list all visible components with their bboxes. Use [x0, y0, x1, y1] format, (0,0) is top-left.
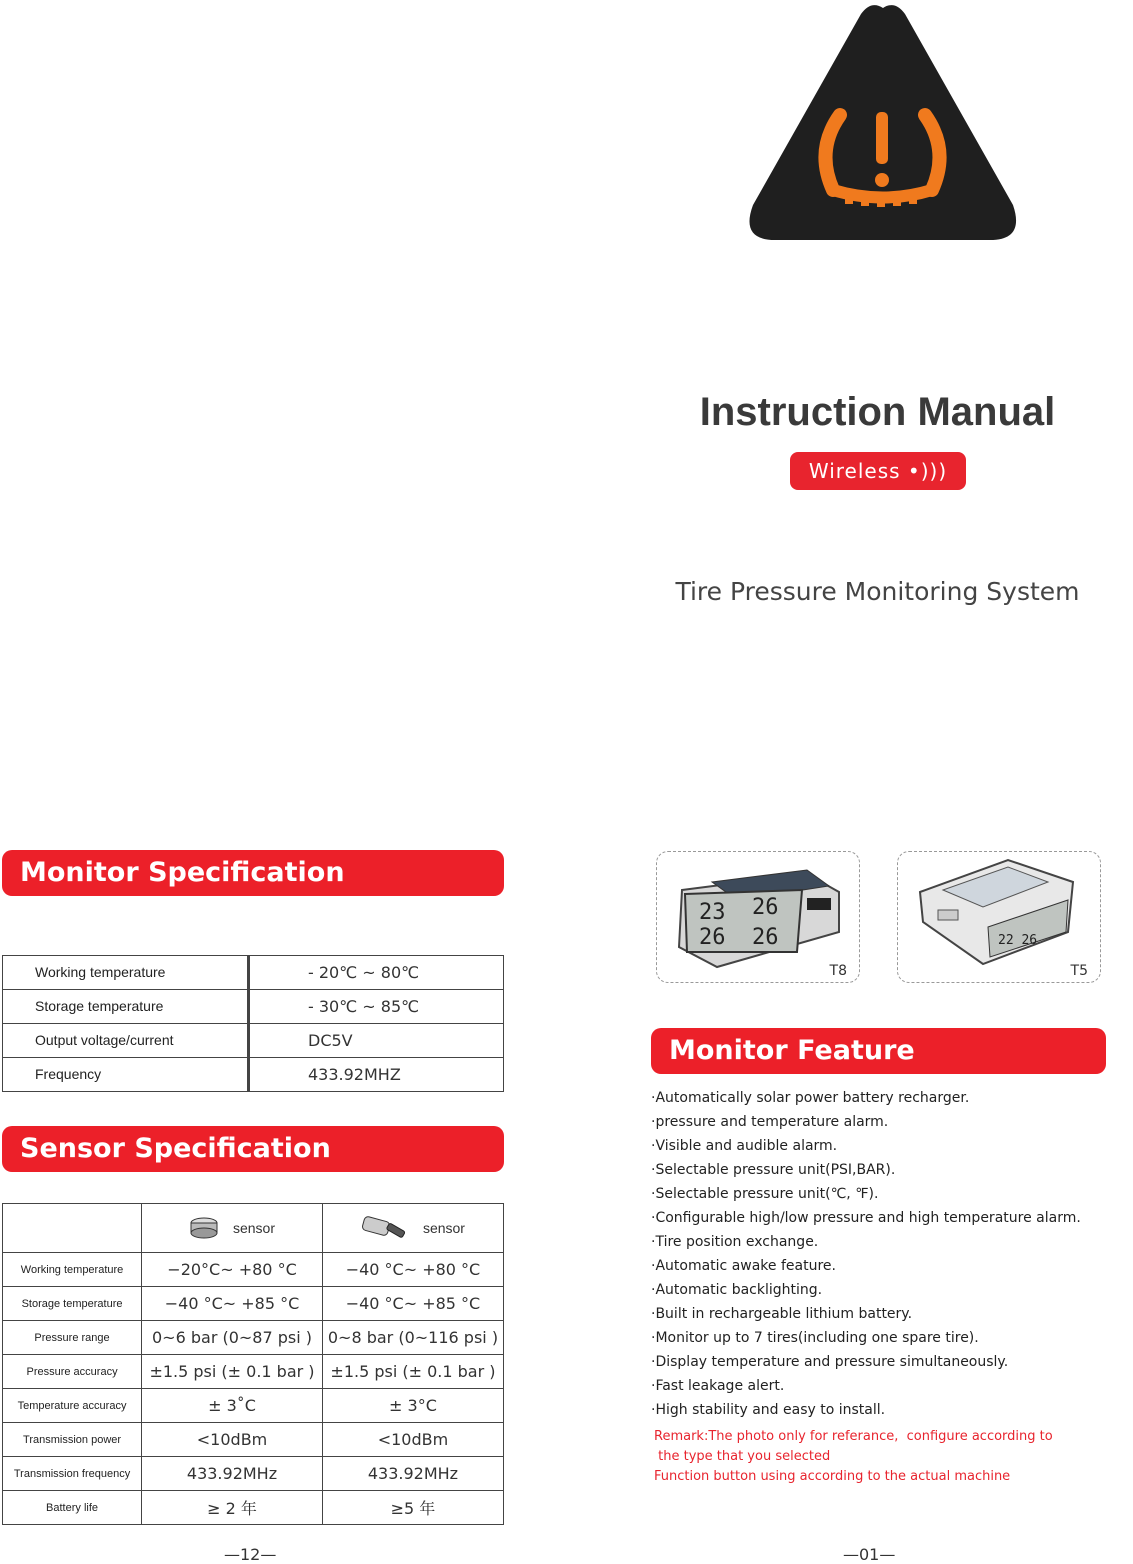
feature-list [651, 1086, 1131, 1422]
spec-label: Pressure accuracy [3, 1355, 142, 1389]
sensor-b-value: <10dBm [322, 1423, 503, 1457]
spec-label: Frequency [3, 1058, 249, 1092]
table-row [3, 1389, 504, 1423]
sensor-a-header [142, 1204, 323, 1253]
table-row [3, 1457, 504, 1491]
sensor-b-value: ≥5 年 [322, 1491, 503, 1525]
spec-label: Storage temperature [3, 1287, 142, 1321]
sensor-b-value: 0~8 bar (0~116 psi ) [322, 1321, 503, 1355]
table-row [3, 1355, 504, 1389]
valve-sensor-icon [361, 1213, 409, 1243]
table-row [3, 1024, 504, 1058]
list-item: ·Tire position exchange. [651, 1234, 819, 1250]
sensor-b-value: ± 3°C [322, 1389, 503, 1423]
sensor-spec-title: Sensor Specification [20, 1133, 331, 1164]
list-item: ·Automatic awake feature. [651, 1258, 836, 1274]
list-item: ·Built in rechargeable lithium battery. [651, 1306, 913, 1322]
remark-note: Remark:The photo only for referance, configure according to the type that you selected Function button using according to the actual machine [654, 1429, 1053, 1484]
svg-text:23: 23 [699, 900, 726, 925]
spec-label: Transmission frequency [3, 1457, 142, 1491]
empty-header-cell [3, 1204, 142, 1253]
table-row [3, 1423, 504, 1457]
sensor-a-value: −20°C~ +80 °C [142, 1253, 323, 1287]
sensor-b-value: 433.92MHz [322, 1457, 503, 1491]
monitor-feature-banner [651, 1028, 1106, 1074]
list-item: ·pressure and temperature alarm. [651, 1114, 889, 1130]
page-number-left: —12— [224, 1545, 277, 1564]
sensor-b-header [322, 1204, 503, 1253]
monitor-spec-title: Monitor Specification [20, 857, 345, 888]
svg-text:26: 26 [699, 925, 726, 950]
spec-value: - 20℃ ~ 80℃ [249, 956, 504, 990]
sensor-a-value: −40 °C~ +85 °C [142, 1287, 323, 1321]
sensor-spec-table [2, 1203, 504, 1525]
tire-pressure-warning-icon [745, 0, 1020, 245]
spec-label: Output voltage/current [3, 1024, 249, 1058]
list-item: ·Display temperature and pressure simultaneously. [651, 1354, 1009, 1370]
sensor-a-value: ± 3˚C [142, 1389, 323, 1423]
manual-title: Instruction Manual [699, 390, 1056, 434]
sensor-b-label: sensor [422, 1220, 465, 1236]
sensor-a-value: ±1.5 psi (± 0.1 bar ) [142, 1355, 323, 1389]
product-photo-t8 [656, 851, 860, 983]
sensor-a-value: <10dBm [142, 1423, 323, 1457]
list-item: ·Selectable pressure unit(PSI,BAR). [651, 1162, 896, 1178]
list-item: ·Automatically solar power battery recharger. [651, 1090, 970, 1106]
photo-label-t8: T8 [829, 963, 847, 979]
manual-subtitle: Tire Pressure Monitoring System [675, 577, 1080, 606]
monitor-spec-banner [2, 850, 504, 896]
table-row [3, 1253, 504, 1287]
monitor-feature-title: Monitor Feature [669, 1035, 915, 1066]
sensor-a-value: ≥ 2 年 [142, 1491, 323, 1525]
wireless-badge [790, 452, 966, 490]
sensor-spec-banner [2, 1126, 504, 1172]
list-item: ·Selectable pressure unit(℃, ℉). [651, 1186, 879, 1202]
spec-label: Pressure range [3, 1321, 142, 1355]
svg-text:26: 26 [752, 895, 779, 920]
table-row [3, 956, 504, 990]
spec-label: Temperature accuracy [3, 1389, 142, 1423]
spec-value: 433.92MHZ [249, 1058, 504, 1092]
sensor-b-value: ±1.5 psi (± 0.1 bar ) [322, 1355, 503, 1389]
spec-label: Working temperature [3, 1253, 142, 1287]
spec-value: - 30℃ ~ 85℃ [249, 990, 504, 1024]
list-item: ·Configurable high/low pressure and high temperature alarm. [651, 1210, 1081, 1226]
list-item: ·Fast leakage alert. [651, 1378, 785, 1394]
sensor-a-label: sensor [232, 1220, 276, 1236]
list-item: ·Monitor up to 7 tires(including one spare tire). [651, 1330, 979, 1346]
page-number-right: —01— [843, 1545, 896, 1564]
sensor-a-value: 433.92MHz [142, 1457, 323, 1491]
photo-label-t5: T5 [1070, 963, 1088, 979]
spec-label: Working temperature [3, 956, 249, 990]
sensor-a-value: 0~6 bar (0~87 psi ) [142, 1321, 323, 1355]
list-item: ·High stability and easy to install. [651, 1402, 886, 1418]
monitor-spec-table [2, 955, 504, 1092]
svg-text:26: 26 [752, 925, 779, 950]
spec-label: Storage temperature [3, 990, 249, 1024]
table-row [3, 1287, 504, 1321]
table-row [3, 990, 504, 1024]
sensor-b-value: −40 °C~ +85 °C [322, 1287, 503, 1321]
product-photo-t5 [897, 851, 1101, 983]
sensor-b-value: −40 °C~ +80 °C [322, 1253, 503, 1287]
table-row [3, 1321, 504, 1355]
svg-text:22 26: 22 26 [998, 933, 1038, 948]
spec-label: Battery life [3, 1491, 142, 1525]
wireless-badge-label: Wireless [808, 459, 901, 483]
cap-sensor-icon [189, 1217, 219, 1239]
table-header-row [3, 1204, 504, 1253]
spec-label: Transmission power [3, 1423, 142, 1457]
list-item: ·Automatic backlighting. [651, 1282, 823, 1298]
wireless-signal-icon: •))) [900, 459, 948, 483]
table-row [3, 1058, 504, 1092]
spec-value: DC5V [249, 1024, 504, 1058]
table-row [3, 1491, 504, 1525]
list-item: ·Visible and audible alarm. [651, 1138, 838, 1154]
